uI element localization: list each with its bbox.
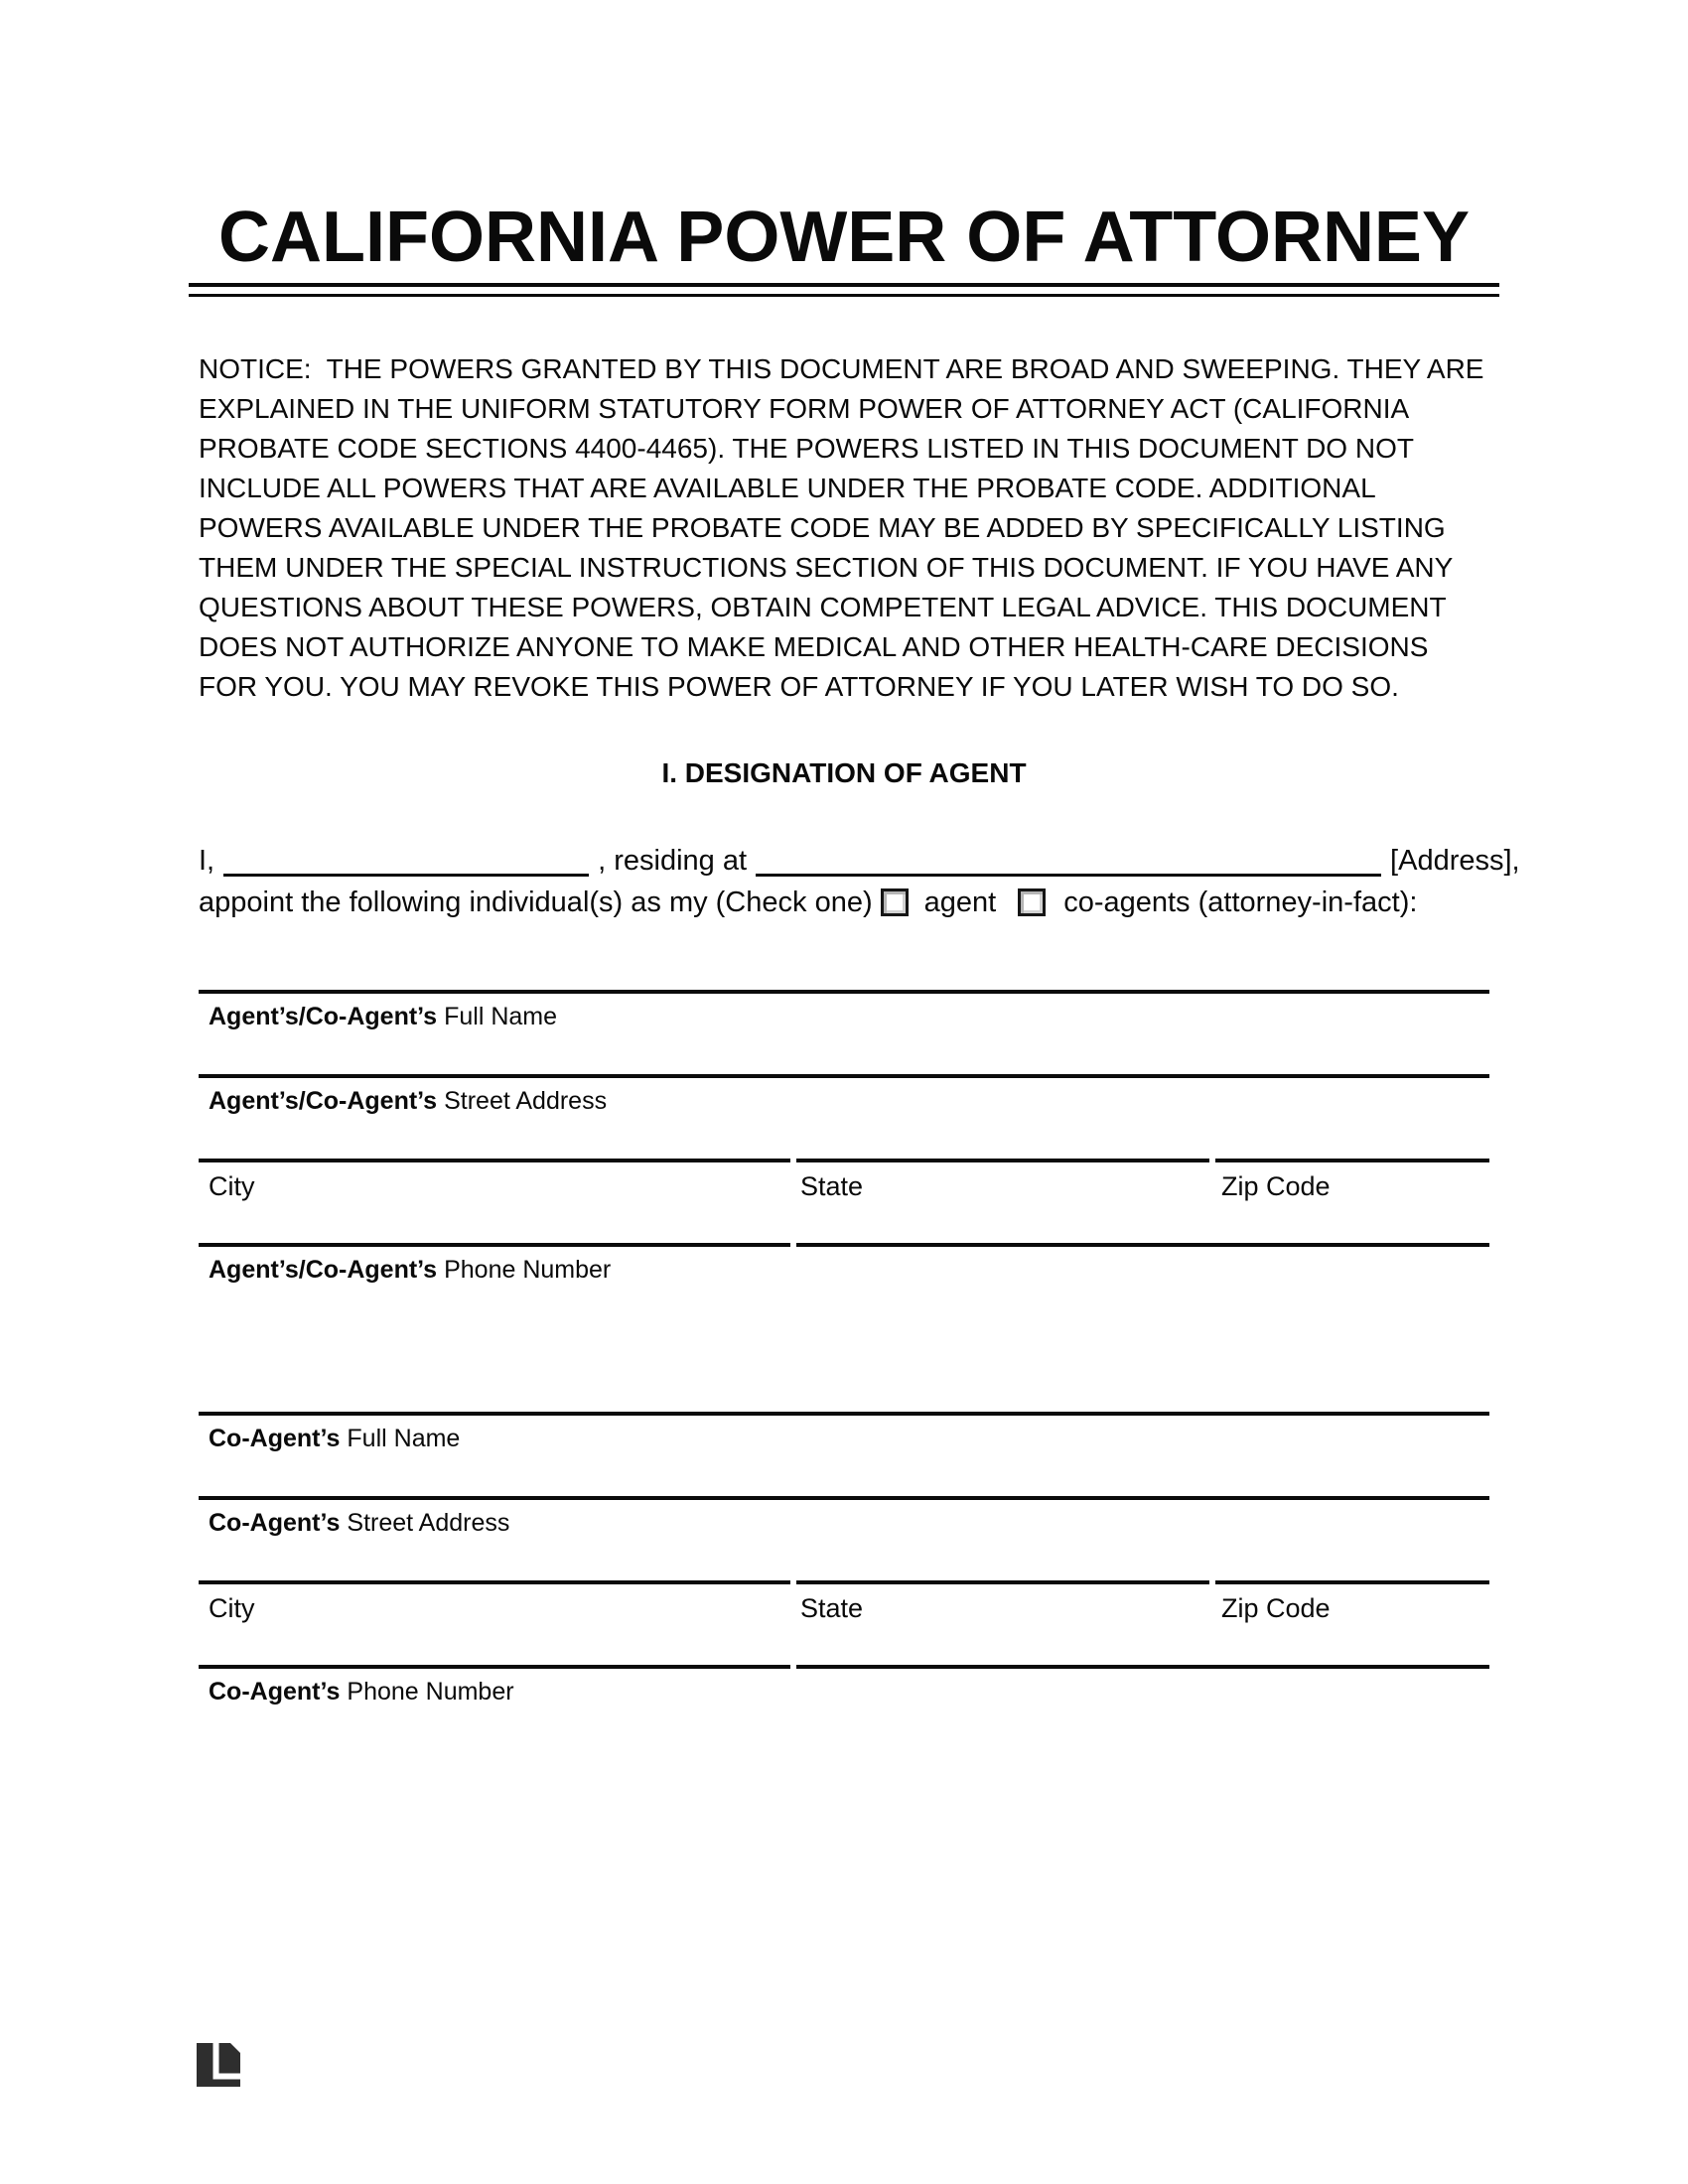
agent-city-label: City (209, 1171, 255, 1201)
agent-street-row (199, 1074, 1489, 1159)
agent-full-name-label (199, 1003, 1489, 1031)
coagent-street-row (199, 1496, 1489, 1580)
notice-line: THEM UNDER THE SPECIAL INSTRUCTIONS SECTION OF THIS DOCUMENT. IF YOU HAVE ANY (199, 552, 1454, 583)
coagent-full-name-line[interactable] (199, 1412, 1489, 1416)
label-rest-text: Phone Number (347, 1678, 514, 1706)
agent-full-name-line[interactable] (199, 990, 1489, 994)
coagent-phone-line[interactable] (796, 1665, 1489, 1669)
notice-line: FOR YOU. YOU MAY REVOKE THIS POWER OF ATTORNEY IF YOU LATER WISH TO DO SO. (199, 671, 1399, 702)
notice-line: PROBATE CODE SECTIONS 4400-4465). THE POWERS LISTED IN THIS DOCUMENT DO NOT (199, 433, 1414, 464)
label-bold-text: Agent’s/Co-Agent’s (209, 1003, 438, 1030)
agent-street-line[interactable] (199, 1074, 1489, 1078)
section-heading: I. DESIGNATION OF AGENT (661, 757, 1027, 788)
notice-line: QUESTIONS ABOUT THESE POWERS, OBTAIN COMPETENT LEGAL ADVICE. THIS DOCUMENT (199, 592, 1447, 622)
agent-street-label (199, 1087, 1489, 1116)
coagent-city-line[interactable] (199, 1580, 790, 1584)
agent-phone-line[interactable] (199, 1243, 790, 1247)
coagent-fields-block (199, 1412, 1489, 1749)
coagent-street-label (199, 1509, 1489, 1538)
agent-phone-label (199, 1256, 1489, 1285)
page-title: CALIFORNIA POWER OF ATTORNEY (218, 198, 1470, 277)
notice-line: POWERS AVAILABLE UNDER THE PROBATE CODE MAY BE ADDED BY SPECIFICALLY LISTING (199, 512, 1446, 543)
legal-templates-logo (197, 2043, 240, 2087)
principal-address-blank[interactable] (756, 874, 1381, 877)
label-rest-text: Phone Number (444, 1256, 612, 1284)
coagent-state-line[interactable] (796, 1580, 1209, 1584)
label-rest-text: Full Name (347, 1425, 461, 1452)
coagent-zip-label: Zip Code (1221, 1593, 1331, 1623)
legal-templates-logo-icon (197, 2043, 240, 2087)
agent-zip-label: Zip Code (1221, 1171, 1331, 1201)
coagent-city-state-zip-row (199, 1580, 1489, 1665)
agent-zip-line[interactable] (1215, 1159, 1489, 1162)
notice-line: EXPLAINED IN THE UNIFORM STATUTORY FORM POWER OF ATTORNEY ACT (CALIFORNIA (199, 393, 1410, 424)
address-placeholder-label: [Address], (1390, 845, 1520, 877)
coagent-phone-line[interactable] (199, 1665, 790, 1669)
agent-checkbox[interactable] (881, 888, 909, 916)
label-bold-text: Agent’s/Co-Agent’s (209, 1087, 438, 1115)
notice-line: NOTICE: THE POWERS GRANTED BY THIS DOCUMENT ARE BROAD AND SWEEPING. THEY ARE (199, 353, 1484, 384)
agent-phone-row (199, 1243, 1489, 1327)
co-agents-checkbox[interactable] (1018, 888, 1046, 916)
residing-at-label: , residing at (598, 845, 748, 877)
agent-state-label: State (800, 1171, 864, 1201)
coagent-zip-line[interactable] (1215, 1580, 1489, 1584)
title-divider (189, 283, 1499, 297)
label-bold-text: Agent’s/Co-Agent’s (209, 1256, 438, 1284)
coagent-street-line[interactable] (199, 1496, 1489, 1500)
label-rest-text: Street Address (444, 1087, 608, 1115)
agent-option-label: agent (923, 887, 997, 918)
designation-intro (199, 840, 1534, 923)
agent-city-state-zip-row (199, 1159, 1489, 1243)
notice-line: DOES NOT AUTHORIZE ANYONE TO MAKE MEDICAL AND OTHER HEALTH-CARE DECISIONS (199, 631, 1429, 662)
notice-line: INCLUDE ALL POWERS THAT ARE AVAILABLE UNDER THE PROBATE CODE. ADDITIONAL (199, 473, 1376, 503)
label-bold-text: Co-Agent’s (209, 1425, 341, 1452)
label-bold-text: Co-Agent’s (209, 1509, 341, 1537)
agent-phone-line[interactable] (796, 1243, 1489, 1247)
label-rest-text: Full Name (444, 1003, 558, 1030)
intro-line-2 (199, 882, 1534, 923)
label-bold-text: Co-Agent’s (209, 1678, 341, 1706)
coagent-phone-label (199, 1678, 1489, 1706)
intro-prefix-label: I, (199, 845, 215, 877)
coagent-state-label: State (800, 1593, 864, 1623)
intro-line-1 (199, 840, 1534, 882)
check-one-instruction-label: appoint the following individual(s) as my (Check one) (199, 887, 873, 918)
agent-full-name-row (199, 990, 1489, 1074)
label-rest-text: Street Address (347, 1509, 510, 1537)
coagent-city-label: City (209, 1593, 255, 1623)
co-agents-option-label: co-agents (attorney-in-fact): (1063, 887, 1418, 918)
notice-paragraph (199, 349, 1499, 707)
agent-state-line[interactable] (796, 1159, 1209, 1162)
coagent-full-name-label (199, 1425, 1489, 1453)
agent-fields-block (199, 990, 1489, 1327)
agent-city-line[interactable] (199, 1159, 790, 1162)
coagent-full-name-row (199, 1412, 1489, 1496)
principal-name-blank[interactable] (223, 874, 589, 877)
coagent-phone-row (199, 1665, 1489, 1749)
